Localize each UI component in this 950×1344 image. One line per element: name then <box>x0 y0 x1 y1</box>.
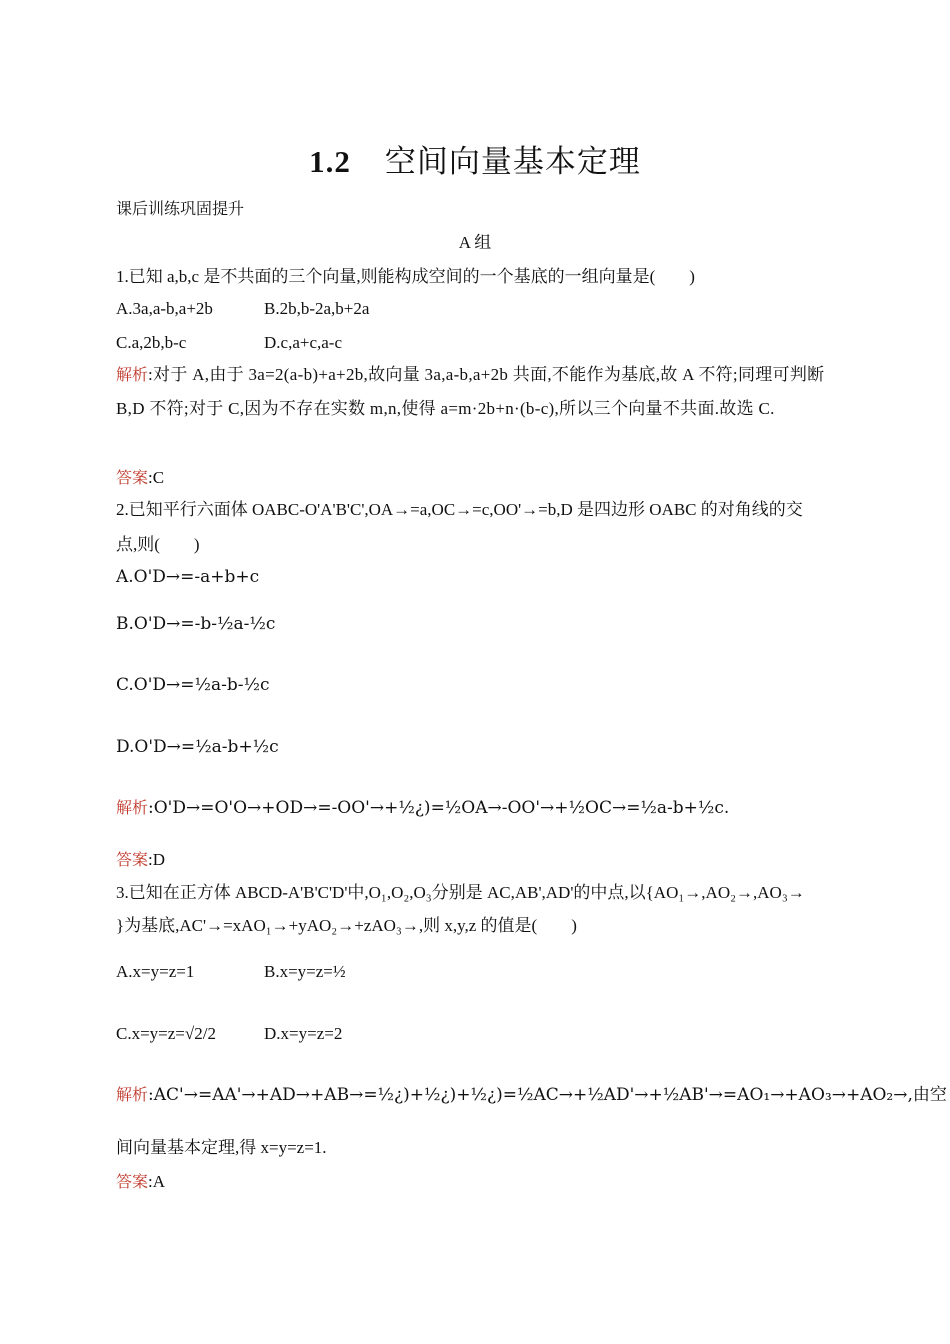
q1-option-c: C.a,2b,b-c <box>116 333 187 352</box>
q2-solution-label: 解析 <box>116 798 149 817</box>
q1-solution-text: :对于 A,由于 3a=2(a-b)+a+2b,故向量 3a,a-b,a+2b 共面,不能作为基底,故 A 不符;同理可判断 B,D 不符;对于 C,因为不存在实数 m,n,使得 a=m·2b+n·(b-c),所以三个向量不共面.故选 C. <box>116 365 825 418</box>
q3-answer <box>116 1170 836 1194</box>
q1-option-b: B.2b,b-2a,b+2a <box>264 299 370 318</box>
q2-option-a: A.O'D→=-a+b+c <box>116 567 260 587</box>
section-number: 1.2 <box>309 144 351 179</box>
q2-solution-text: :O'D→=O'O→+OD→=-OO'→+½¿)=½OA→-OO'→+½OC→=½a-b+½c. <box>148 798 730 818</box>
q3-answer-label: 答案 <box>116 1172 149 1191</box>
q3-option-c: C.x=y=z=√2/2 <box>116 1024 216 1043</box>
q3-option-b: B.x=y=z=½ <box>264 962 346 981</box>
q1-option-d: D.c,a+c,a-c <box>264 333 343 352</box>
q2-stem-line1: 2.已知平行六面体 OABC-O'A'B'C',OA→=a,OC→=c,OO'→=b,D 是四边形 OABC 的对角线的交 <box>116 500 803 519</box>
q1-stem: 1.已知 a,b,c 是不共面的三个向量,则能构成空间的一个基底的一组向量是( ) <box>116 267 695 286</box>
q2-solution <box>116 796 836 820</box>
page-title <box>0 136 950 181</box>
q1-options-row2 <box>116 331 836 355</box>
group-label: A 组 <box>458 233 492 252</box>
q2-answer-label: 答案 <box>116 850 149 869</box>
q3-solution-line2: 间向量基本定理,得 x=y=z=1. <box>116 1138 327 1157</box>
q3-answer-value: :A <box>148 1172 166 1191</box>
subtitle: 课后训练巩固提升 <box>116 199 245 218</box>
q3-solution-label: 解析 <box>116 1085 149 1104</box>
q3-stem-line2: }为基底,AC'→=xAO₁→+yAO₂→+zAO₃→,则 x,y,z 的值是( ) <box>116 916 577 935</box>
q1-answer <box>116 466 836 490</box>
q2-stem-line2: 点,则( ) <box>116 535 200 554</box>
q1-answer-label: 答案 <box>116 468 149 487</box>
q3-options-row2 <box>116 1022 836 1046</box>
q2-answer-value: :D <box>148 850 166 869</box>
q2-answer <box>116 848 836 872</box>
q3-stem-line1: 3.已知在正方体 ABCD-A'B'C'D'中,O₁,O₂,O₃分别是 AC,AB',AD'的中点,以{AO₁→,AO₂→,AO₃→ <box>116 883 805 902</box>
section-title: 空间向量基本定理 <box>384 144 641 179</box>
q1-options-row1 <box>116 297 836 321</box>
q1-answer-value: :C <box>148 468 165 487</box>
q3-options-row1 <box>116 960 836 984</box>
q3-solution-text: :AC'→=AA'→+AD→+AB→=½¿)+½¿)+½¿)=½AC→+½AD'→+½AB'→=AO₁→+AO₃→+AO₂→,由空 <box>148 1085 947 1105</box>
q2-option-c: C.O'D→=½a-b-½c <box>116 675 270 695</box>
q3-option-a: A.x=y=z=1 <box>116 962 195 981</box>
q3-solution-line1 <box>116 1083 947 1107</box>
q1-solution-label: 解析 <box>116 365 149 384</box>
q2-option-b: B.O'D→=-b-½a-½c <box>116 614 276 634</box>
q2-option-d: D.O'D→=½a-b+½c <box>116 737 279 757</box>
q1-solution <box>116 358 838 426</box>
q3-option-d: D.x=y=z=2 <box>264 1024 343 1043</box>
q1-option-a: A.3a,a-b,a+2b <box>116 299 213 318</box>
